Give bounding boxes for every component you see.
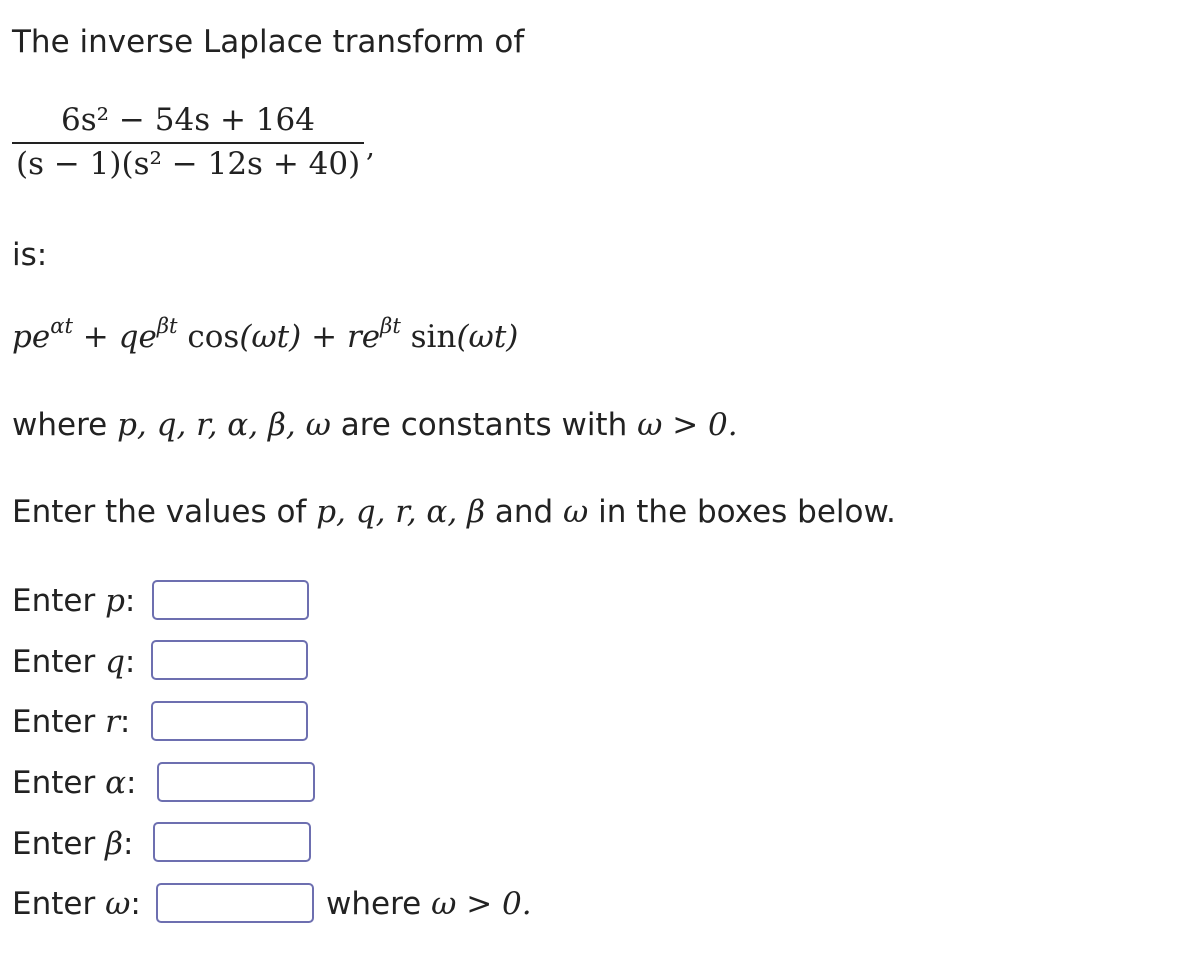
field-row-beta [12, 822, 133, 866]
label-q: Enter q: [12, 644, 136, 680]
expr-t2: t [169, 312, 178, 338]
expr-e3: e [361, 319, 381, 355]
expr-plus-2: + [301, 319, 347, 355]
where-middle: are constants with [330, 407, 638, 443]
expr-q: q [118, 319, 139, 355]
expr-wt-1: (ωt) [239, 319, 302, 355]
intro-text: The inverse Laplace transform of [12, 24, 525, 60]
fraction-comma: , [366, 130, 375, 163]
input-omega[interactable] [156, 883, 314, 923]
label-r: Enter r: [12, 704, 131, 740]
expr-cos: cos [177, 319, 240, 355]
instructions-text [12, 494, 896, 530]
label-alpha: Enter α: [12, 765, 137, 801]
input-alpha[interactable] [157, 762, 315, 802]
enter-values-vars: p, q, r, α, β [316, 494, 485, 530]
expr-sin: sin [400, 319, 457, 355]
input-p[interactable] [152, 580, 309, 620]
field-row-q [12, 640, 135, 684]
expr-alpha: α [50, 312, 65, 338]
enter-values-suffix: in the boxes below. [588, 494, 896, 530]
expr-t3: t [392, 312, 401, 338]
expr-e2: e [138, 319, 157, 355]
expr-t1: t [64, 312, 73, 338]
constants-description [12, 407, 738, 443]
label-p: Enter p: [12, 583, 136, 619]
expr-p: p [12, 319, 32, 355]
label-omega: Enter ω: [12, 886, 141, 922]
where-prefix: where [12, 407, 118, 443]
is-label: is: [12, 237, 48, 273]
omega-condition-note: where ω > 0. [326, 886, 532, 922]
input-q[interactable] [151, 640, 308, 680]
expr-beta-1: β [156, 312, 170, 338]
enter-values-omega: ω [563, 494, 589, 530]
fraction-numerator: 6s² − 54s + 164 [61, 102, 315, 138]
expr-r: r [346, 319, 362, 355]
field-row-alpha [12, 761, 136, 805]
label-beta: Enter β: [12, 826, 134, 862]
expr-beta-2: β [380, 312, 393, 338]
field-row-omega [12, 882, 141, 926]
where-vars: p, q, r, α, β, ω [117, 407, 331, 443]
expr-wt-2: (ωt) [456, 319, 519, 355]
enter-values-prefix: Enter the values of [12, 494, 317, 530]
input-r[interactable] [151, 701, 308, 741]
enter-values-middle: and [485, 494, 564, 530]
input-beta[interactable] [153, 822, 311, 862]
field-row-p [12, 579, 135, 623]
solution-form-expression [12, 312, 519, 355]
fraction-denominator: (s − 1)(s² − 12s + 40) [16, 146, 361, 182]
expr-e1: e [31, 319, 51, 355]
fraction-expression [12, 100, 364, 184]
where-condition: ω > 0. [637, 407, 738, 443]
expr-plus-1: + [72, 319, 119, 355]
field-row-r [12, 700, 130, 744]
